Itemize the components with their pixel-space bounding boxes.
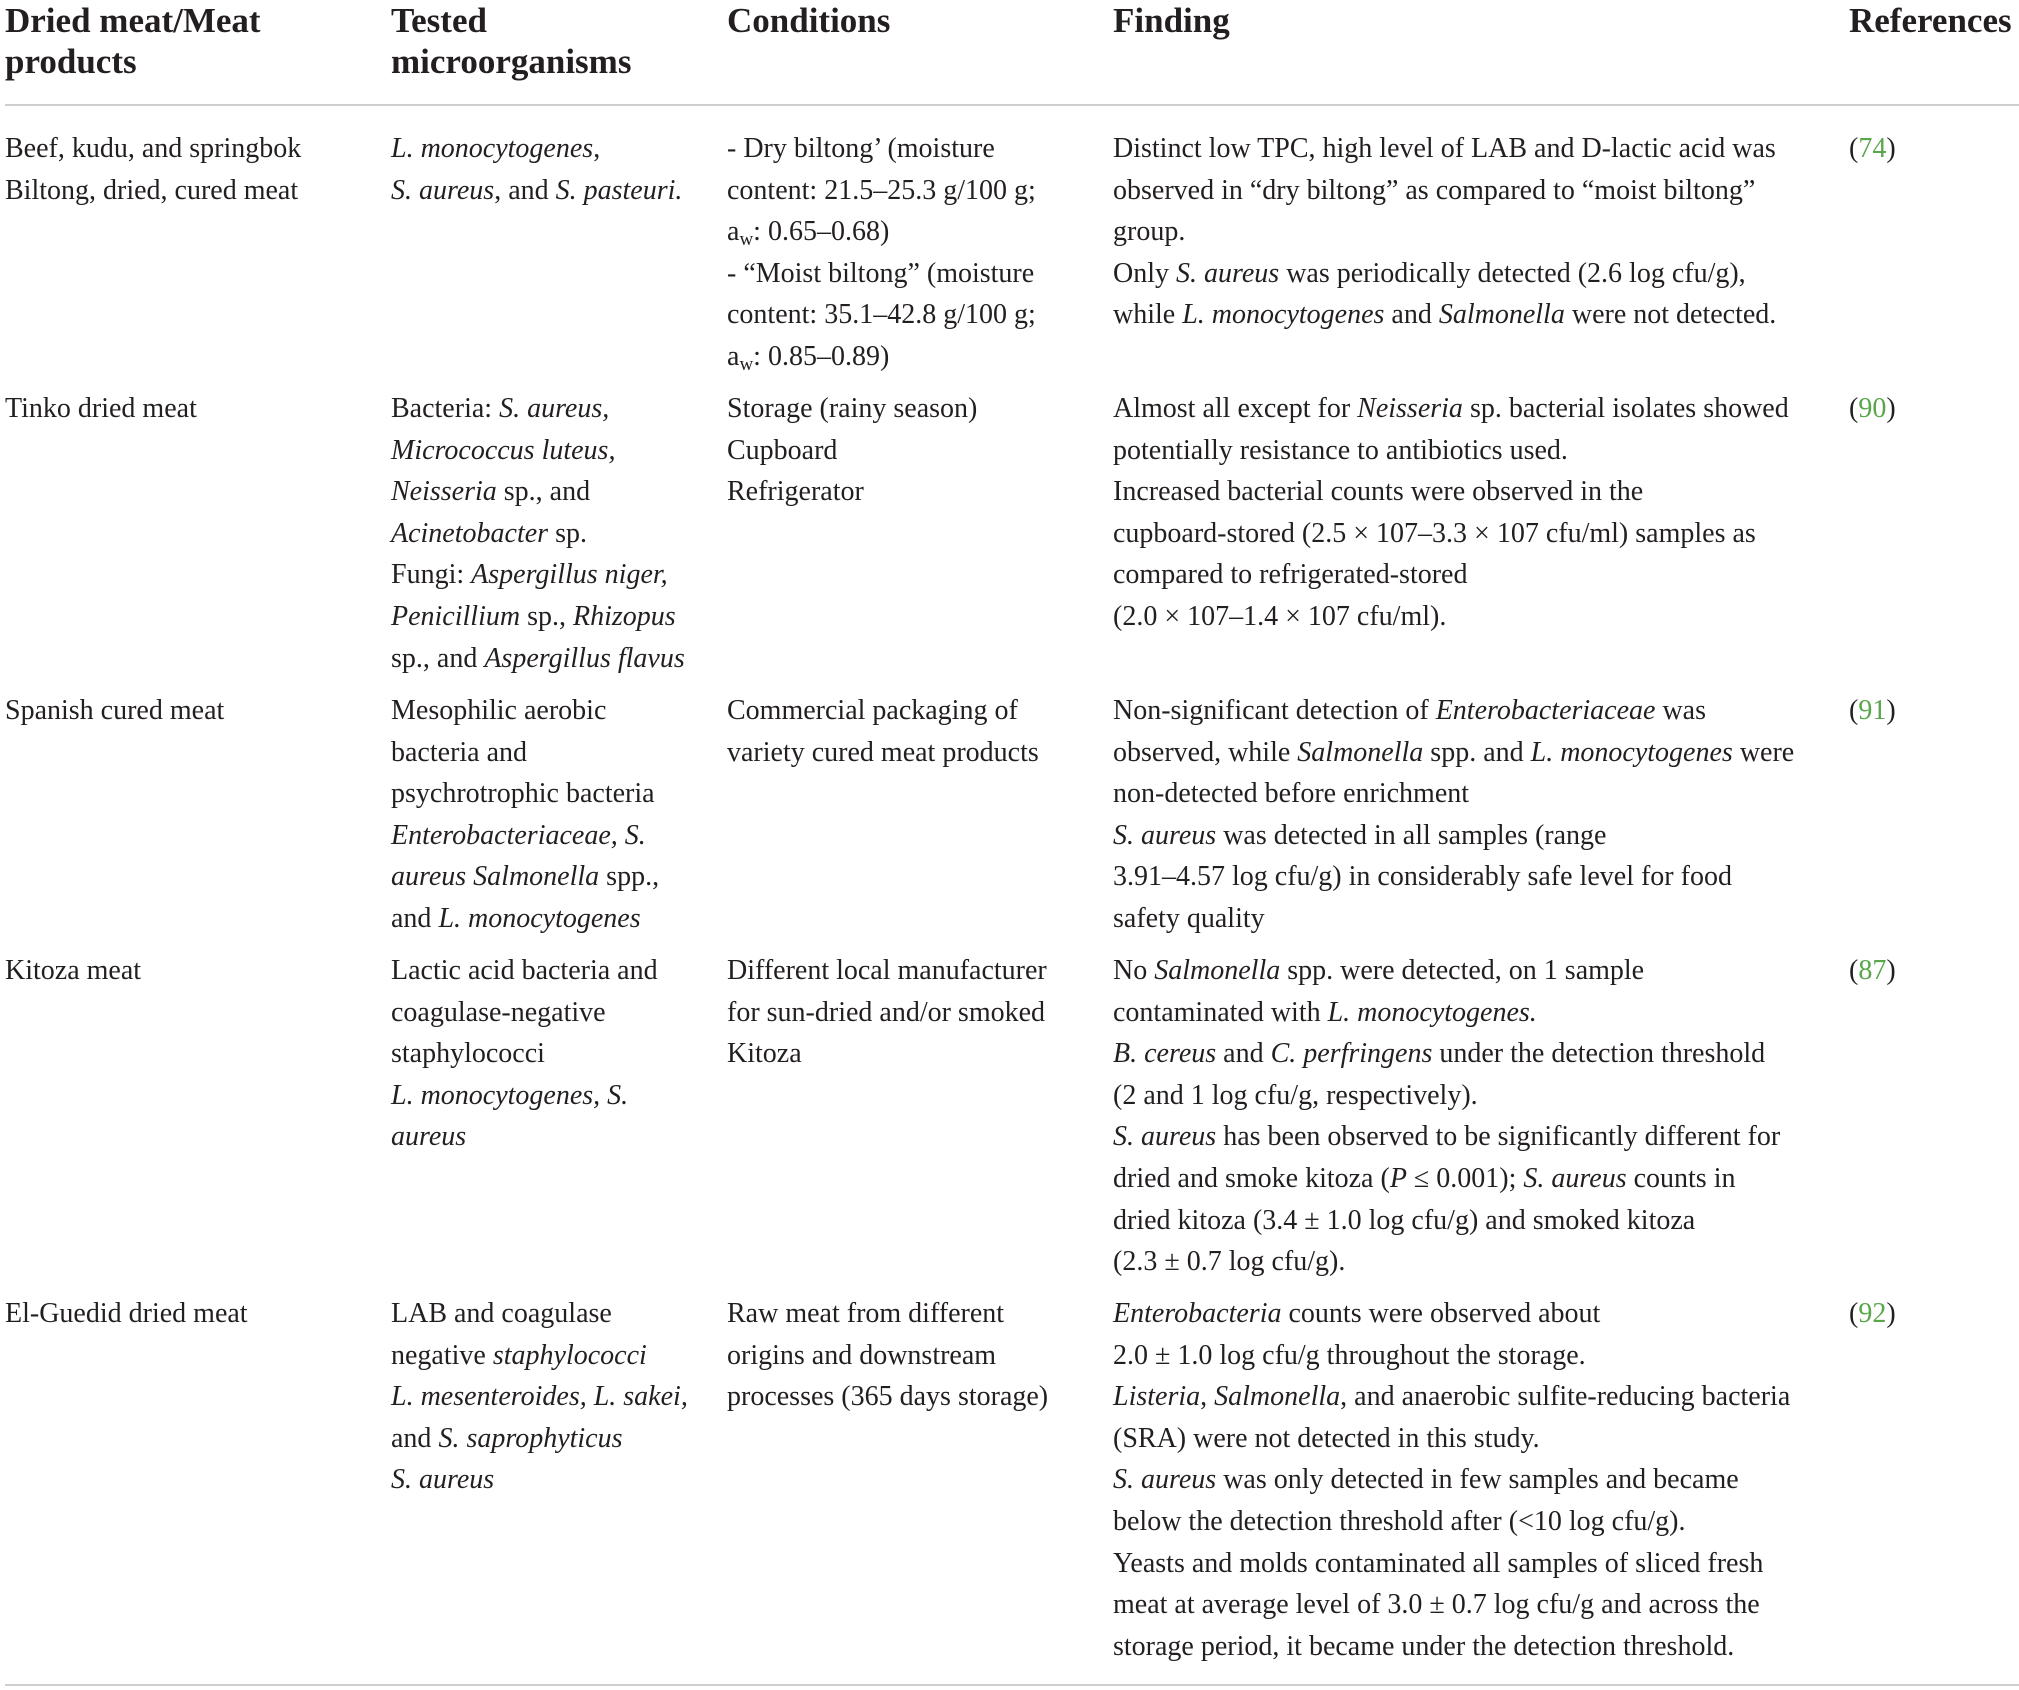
cell-finding: Almost all except for Neisseria sp. bacterial isolates showed potentially resistance to antibiotics used. Increased bacterial counts were observed in the cupboard-stored (2.5 × 107–3.3 × 107 cfu/ml) samples as compared to refrigerated-stored (2.0 × 107–1.4 × 107 cfu/ml). bbox=[1113, 393, 1789, 632]
cell-product: El-Guedid dried meat bbox=[5, 1298, 248, 1329]
cell-finding: Enterobacteria counts were observed about 2.0 ± 1.0 log cfu/g throughout the storage. Listeria, Salmonella, and anaerobic sulfite-reducing bacteria (SRA) were not detected in this study. S. aureus was only detected in few samples and became below the detection threshold after (<10 log cfu/g). Yeasts and molds contaminated all samples of sliced fresh meat at average level of 3.0 ± 0.7 log cfu/g and across the storage period, it became under the detection threshold. bbox=[1113, 1298, 1791, 1662]
reference-link[interactable]: 87 bbox=[1858, 955, 1887, 986]
cell-product: Tinko dried meat bbox=[5, 393, 197, 424]
header-finding: Finding bbox=[1113, 1, 1230, 40]
cell-product: Kitoza meat bbox=[5, 955, 142, 986]
cell-conditions: Different local manufacturer for sun-dried and/or smoked Kitoza bbox=[727, 955, 1047, 1070]
cell-microorganisms: L. monocytogenes, S. aureus, and S. pasteuri. bbox=[391, 133, 683, 206]
cell-conditions: Storage (rainy season) Cupboard Refrigerator bbox=[727, 393, 978, 508]
cell-reference: (87) bbox=[1849, 955, 1896, 986]
cell-finding: Non-significant detection of Enterobacteriaceae was observed, while Salmonella spp. and L. monocytogenes were non-detected before enrichment S. aureus was detected in all samples (range 3.91–4.57 log cfu/g) in considerably safe level for food safety quality bbox=[1113, 695, 1795, 934]
cell-conditions: Commercial packaging of variety cured meat products bbox=[727, 695, 1039, 768]
cell-microorganisms: Bacteria: S. aureus, Micrococcus luteus, Neisseria sp., and Acinetobacter sp. Fungi: Aspergillus niger, Penicillium sp., Rhizopus sp., and Aspergillus flavus bbox=[391, 393, 685, 674]
cell-microorganisms: Mesophilic aerobic bacteria and psychrotrophic bacteria Enterobacteriaceae, S. aureus Salmonella spp., and L. monocytogenes bbox=[391, 695, 660, 934]
reference-link[interactable]: 92 bbox=[1858, 1298, 1887, 1329]
reference-link[interactable]: 91 bbox=[1858, 695, 1887, 726]
cell-finding: No Salmonella spp. were detected, on 1 sample contaminated with L. monocytogenes. B. cereus and C. perfringens under the detection threshold (2 and 1 log cfu/g, respectively). S. aureus has been observed to be significantly different for dried and smoke kitoza (P ≤ 0.001); S. aureus counts in dried kitoza (3.4 ± 1.0 log cfu/g) and smoked kitoza (2.3 ± 0.7 log cfu/g). bbox=[1113, 955, 1781, 1278]
header-conditions: Conditions bbox=[727, 1, 891, 40]
cell-reference: (91) bbox=[1849, 695, 1896, 726]
cell-reference: (74) bbox=[1849, 133, 1896, 164]
cell-conditions: Raw meat from different origins and downstream processes (365 days storage) bbox=[727, 1298, 1049, 1413]
cell-reference: (92) bbox=[1849, 1298, 1896, 1329]
cell-microorganisms: LAB and coagulase negative staphylococci L. mesenteroides, L. sakei, and S. saprophyticus S. aureus bbox=[391, 1298, 688, 1496]
reference-link[interactable]: 74 bbox=[1858, 133, 1887, 164]
footer-rule bbox=[5, 1684, 2019, 1686]
cell-reference: (90) bbox=[1849, 393, 1896, 424]
header-product: Dried meat/Meat products bbox=[5, 1, 261, 81]
header-references: References bbox=[1849, 1, 2012, 40]
header-microorganisms: Tested microorganisms bbox=[391, 1, 632, 81]
cell-microorganisms: Lactic acid bacteria and coagulase-negative staphylococci L. monocytogenes, S. aureus bbox=[391, 955, 658, 1153]
cell-conditions: - Dry biltong’ (moisture content: 21.5–25.3 g/100 g; $a_w$: 0.65–0.68) - “Moist biltong” (moisture content: 35.1–42.8 g/100 g; $a_w$: 0.85–0.89) bbox=[727, 133, 1036, 375]
cell-finding: Distinct low TPC, high level of LAB and D-lactic acid was observed in “dry biltong” as compared to “moist biltong” group. Only S. aureus was periodically detected (2.6 log cfu/g), while L. monocytogenes and Salmonella were not detected. bbox=[1113, 133, 1777, 331]
cell-product: Beef, kudu, and springbok Biltong, dried, cured meat bbox=[5, 133, 302, 206]
cell-product: Spanish cured meat bbox=[5, 695, 225, 726]
header-rule bbox=[5, 104, 2019, 106]
reference-link[interactable]: 90 bbox=[1858, 393, 1887, 424]
